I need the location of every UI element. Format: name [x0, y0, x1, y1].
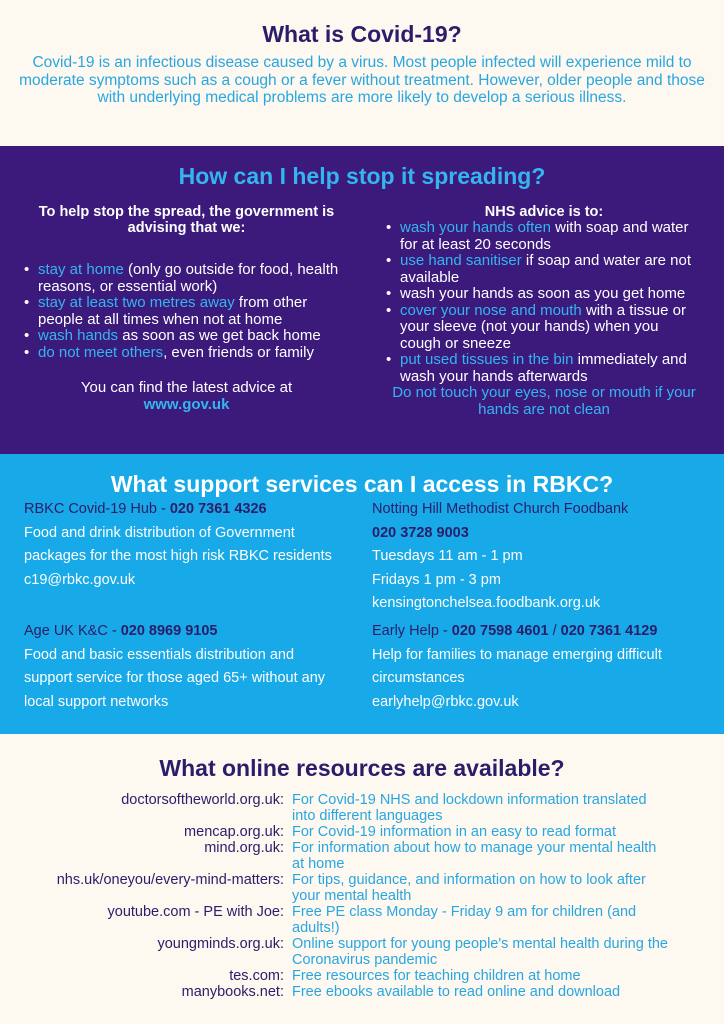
service-header [372, 620, 702, 644]
latest-advice [24, 379, 349, 413]
item-text: immediately and wash your hands afterwards [400, 351, 687, 385]
highlight-text: use hand sanitiser [400, 252, 522, 269]
bullet-icon: • [386, 252, 392, 269]
list-item [386, 220, 702, 253]
list-item [24, 295, 349, 328]
gov-link[interactable]: www.gov.uk [143, 396, 230, 413]
bullet-icon: • [24, 327, 30, 344]
highlight-text: do not meet others [38, 343, 164, 361]
list-item [0, 824, 724, 840]
service-hours: Tuesdays 11 am - 1 pm [372, 548, 523, 564]
list-item [386, 352, 702, 385]
list-item [0, 840, 724, 872]
resource-site[interactable]: tes.com: [229, 968, 284, 984]
list-item [24, 345, 349, 362]
service-header [24, 498, 344, 522]
resource-list [0, 792, 724, 1000]
service-website[interactable]: kensingtonchelsea.foodbank.org.uk [372, 595, 601, 611]
list-item [386, 286, 702, 303]
item-text: (only go outside for food, health reasons, or essential work) [38, 261, 339, 295]
highlight-text: wash your hands often [400, 219, 551, 236]
service-phone[interactable]: 020 7598 4601 [451, 623, 549, 639]
covid-info-section [0, 0, 724, 146]
service-description: Help for families to manage emerging difficult circumstances [372, 646, 662, 686]
resource-site[interactable]: manybooks.net: [181, 984, 284, 1000]
item-text: , even friends or family [163, 343, 314, 361]
list-item [0, 968, 724, 984]
resource-site[interactable]: nhs.uk/oneyou/every-mind-matters: [56, 872, 284, 888]
bullet-icon: • [24, 343, 30, 361]
nhs-advice [386, 204, 702, 418]
list-item [0, 872, 724, 904]
item-text: wash your hands as soon as you get home [400, 285, 686, 302]
government-advice [24, 204, 349, 413]
bullet-icon: • [24, 261, 30, 278]
service-name: RBKC Covid-19 Hub - [24, 501, 170, 517]
service-foodbank [372, 498, 702, 616]
service-name: Notting Hill Methodist Church Foodbank [372, 501, 629, 517]
spread-section [0, 146, 724, 454]
service-age-uk [24, 620, 344, 714]
nhs-heading: NHS advice is to: [484, 204, 604, 220]
highlight-text: put used tissues in the bin [400, 351, 574, 368]
service-header [24, 620, 344, 644]
online-title: What online resources are available? [159, 755, 565, 781]
service-email[interactable]: c19@rbkc.gov.uk [24, 571, 136, 588]
service-phone[interactable]: 020 8969 9105 [120, 623, 218, 639]
highlight-text: stay at home [38, 261, 124, 278]
service-name: Early Help - [372, 623, 452, 639]
service-early-help [372, 620, 702, 714]
resource-description: For information about how to manage your mental health at home [292, 840, 657, 872]
bullet-icon: • [24, 294, 30, 311]
advice-text: You can find the latest advice at [80, 379, 293, 396]
service-phone[interactable]: 020 7361 4326 [169, 501, 267, 517]
touch-face-note: Do not touch your eyes, nose or mouth if your hands are not clean [392, 384, 696, 418]
list-item [386, 303, 702, 353]
highlight-text: wash hands [38, 327, 119, 344]
resource-description: For Covid-19 NHS and lockdown information translated into different languages [292, 792, 647, 824]
government-heading: To help stop the spread, the government is advising that we: [38, 204, 335, 236]
bullet-icon: • [386, 219, 392, 236]
bullet-icon: • [386, 301, 392, 319]
item-text: if soap and water are not available [400, 252, 692, 286]
highlight-text: cover your nose and mouth [400, 301, 582, 319]
resource-site[interactable]: mencap.org.uk: [184, 824, 284, 840]
item-text: as soon as we get back home [118, 327, 321, 344]
service-description: Food and drink distribution of Government packages for the most high risk RBKC residents [24, 524, 332, 564]
service-email[interactable]: earlyhelp@rbkc.gov.uk [372, 693, 519, 710]
spread-title: How can I help stop it spreading? [178, 163, 546, 189]
list-item [0, 792, 724, 824]
service-description: Food and basic essentials distribution and support service for those aged 65+ without any local support networks [24, 646, 326, 710]
item-text: from other people at all times when not at home [38, 294, 308, 328]
support-title: What support services can I access in RBKC? [110, 471, 614, 497]
resource-description: Free PE class Monday - Friday 9 am for children (and adults!) [292, 904, 637, 936]
government-list [24, 262, 349, 361]
resource-site[interactable]: doctorsoftheworld.org.uk: [121, 792, 284, 808]
list-item [24, 328, 349, 345]
item-text: with soap and water for at least 20 seconds [400, 219, 689, 253]
list-item [0, 936, 724, 968]
list-item [24, 262, 349, 295]
service-phone[interactable]: 020 7361 4129 [560, 623, 658, 639]
resource-site[interactable]: youtube.com - PE with Joe: [107, 904, 284, 920]
covid-title: What is Covid-19? [262, 21, 462, 47]
service-phone[interactable]: 020 3728 9003 [372, 524, 469, 541]
bullet-icon: • [386, 351, 392, 368]
service-name: Age UK K&C - [24, 623, 121, 639]
resource-description: For Covid-19 information in an easy to read format [292, 824, 616, 840]
online-resources-section [0, 734, 724, 1024]
item-text: with a tissue or your sleeve (not your hands) when you cough or sneeze [400, 301, 686, 352]
nhs-list [386, 220, 702, 385]
resource-description: For tips, guidance, and information on how to look after your mental health [292, 872, 646, 904]
phone-separator: / [548, 623, 561, 639]
resource-description: Online support for young people's mental health during the Coronavirus pandemic [292, 936, 668, 968]
list-item [0, 984, 724, 1000]
resource-description: Free resources for teaching children at home [292, 968, 581, 984]
support-section [0, 454, 724, 734]
service-rbkc-hub [24, 498, 344, 592]
covid-description: Covid-19 is an infectious disease caused by a virus. Most people infected will experience mild to moderate symptoms such as a cough or a fever without treatment. However, older people and those with underlying medical problems are more likely to develop a serious illness. [19, 54, 705, 106]
resource-description: Free ebooks available to read online and download [292, 984, 621, 1000]
list-item [0, 904, 724, 936]
highlight-text: stay at least two metres away [38, 294, 235, 311]
bullet-icon: • [386, 285, 392, 302]
service-hours: Fridays 1 pm - 3 pm [372, 571, 501, 588]
list-item [386, 253, 702, 286]
resource-site[interactable]: youngminds.org.uk: [157, 936, 284, 952]
resource-site[interactable]: mind.org.uk: [204, 840, 284, 856]
